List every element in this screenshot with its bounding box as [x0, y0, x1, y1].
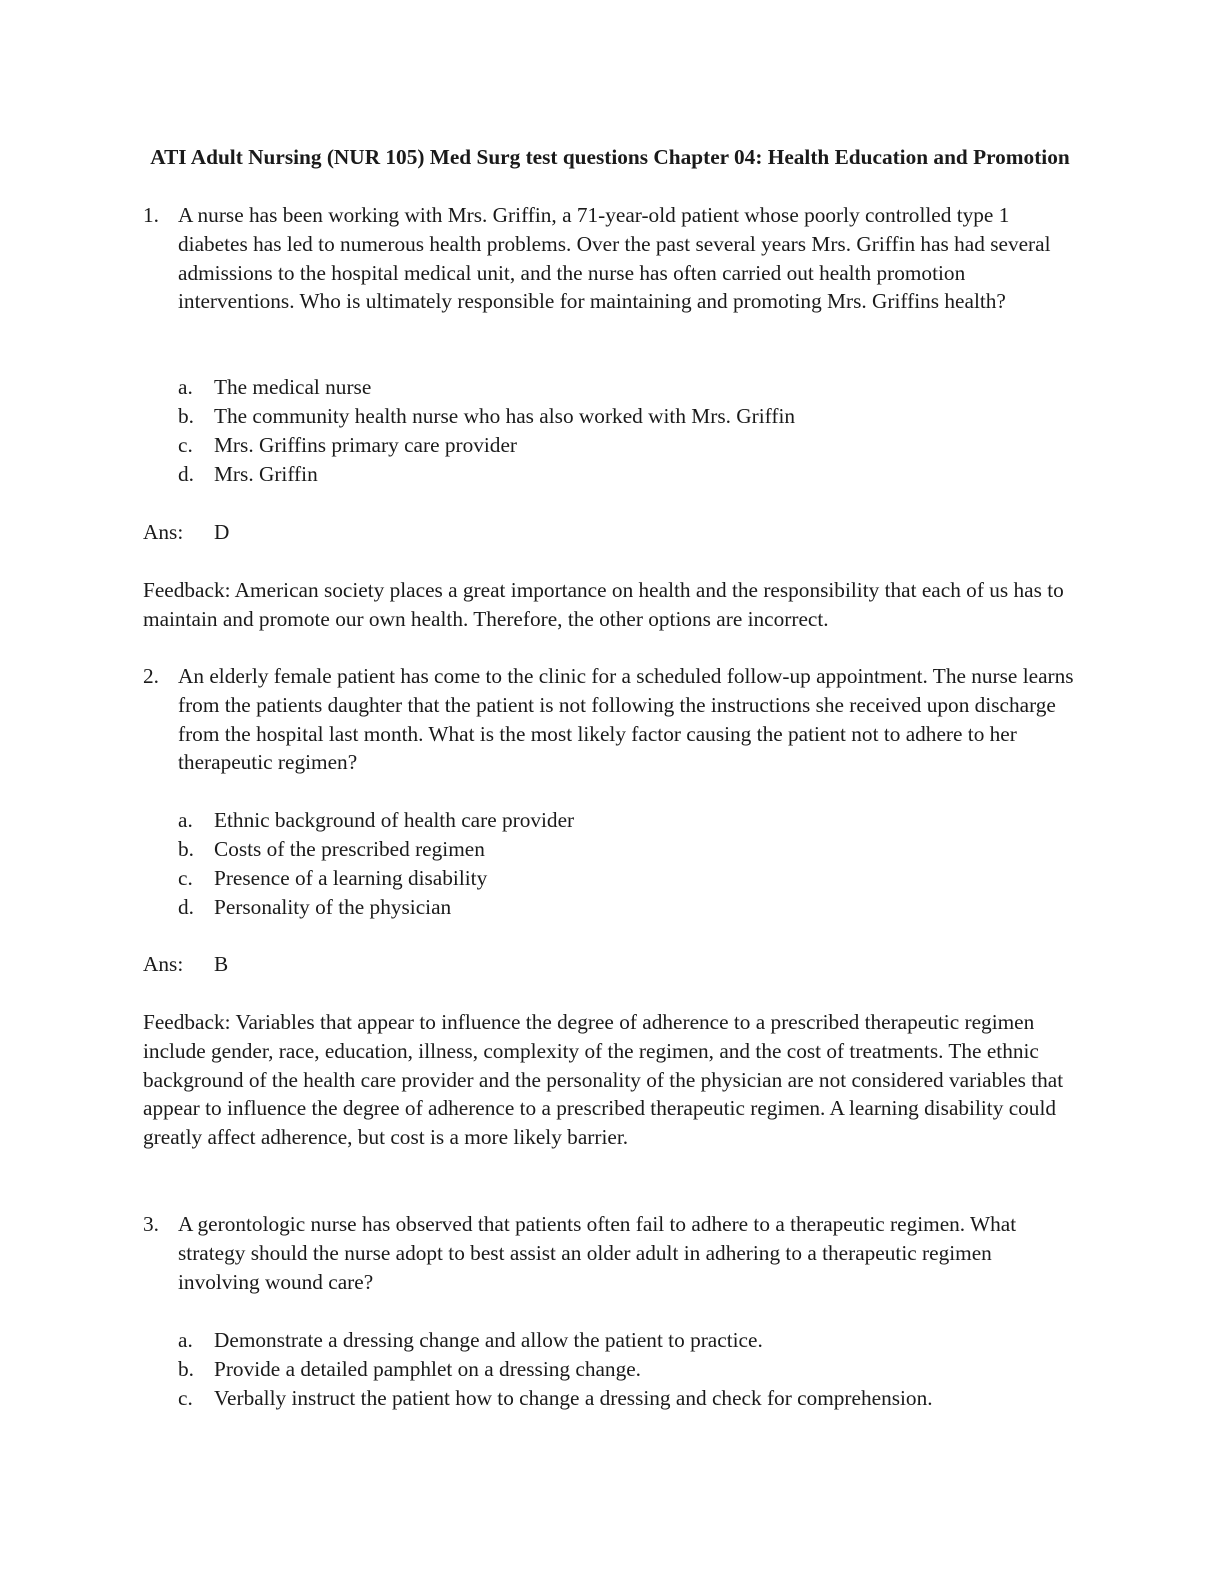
option-letter: a.: [178, 1328, 193, 1352]
option-text: Mrs. Griffins primary care provider: [214, 433, 517, 457]
question-text: An elderly female patient has come to the clinic for a scheduled follow-up appointment. The nurse learns from the patients daughter that the patient is not following the instructions she received upon discharge from the hospital last month. What is the most likely factor causing the patient not to adhere to her therapeutic regimen?: [178, 664, 1074, 775]
question-number: 3.: [143, 1212, 159, 1236]
option-letter: b.: [178, 1357, 194, 1381]
option-letter: b.: [178, 837, 194, 861]
option-letter: a.: [178, 375, 193, 399]
option-text: The community health nurse who has also worked with Mrs. Griffin: [214, 404, 796, 428]
feedback-text: Feedback: Variables that appear to influence the degree of adherence to a prescribed therapeutic regimen include gender, race, education, illness, complexity of the regimen, and the cost of treatments. The ethnic background of the health care provider and the personality of the physician are not considered variables that appear to influence the degree of adherence to a prescribed therapeutic regimen. A learning disability could greatly affect adherence, but cost is a more likely barrier.: [143, 1010, 1064, 1150]
option-text: Personality of the physician: [214, 895, 452, 919]
option-text: Presence of a learning disability: [214, 866, 488, 890]
answer-value: B: [214, 952, 229, 976]
option-text: Verbally instruct the patient how to change a dressing and check for comprehension.: [214, 1386, 933, 1410]
question-text: A gerontologic nurse has observed that patients often fail to adhere to a therapeutic regimen. What strategy should the nurse adopt to best assist an older adult in adhering to a therapeutic regimen involving wound care?: [178, 1212, 1017, 1294]
question-number: 1.: [143, 203, 159, 227]
feedback-text: Feedback: American society places a great importance on health and the responsibility that each of us has to maintain and promote our own health. Therefore, the other options are incorrect.: [143, 578, 1064, 631]
answer-label: Ans:: [143, 952, 184, 976]
question-text: A nurse has been working with Mrs. Griffin, a 71-year-old patient whose poorly controlled type 1 diabetes has led to numerous health problems. Over the past several years Mrs. Griffin has had several admissions to the hospital medical unit, and the nurse has often carried out health promotion interventions. Who is ultimately responsible for maintaining and promoting Mrs. Griffins health?: [178, 203, 1051, 314]
option-text: Mrs. Griffin: [214, 462, 318, 486]
option-letter: b.: [178, 404, 194, 428]
option-letter: a.: [178, 808, 193, 832]
option-letter: d.: [178, 895, 194, 919]
page-title: ATI Adult Nursing (NUR 105) Med Surg test questions Chapter 04: Health Education and Promotion: [150, 145, 1070, 169]
option-text: The medical nurse: [214, 375, 372, 399]
option-text: Provide a detailed pamphlet on a dressing change.: [214, 1357, 641, 1381]
option-text: Demonstrate a dressing change and allow the patient to practice.: [214, 1328, 763, 1352]
option-letter: c.: [178, 1386, 193, 1410]
answer-label: Ans:: [143, 520, 184, 544]
option-letter: c.: [178, 866, 193, 890]
answer-value: D: [214, 520, 230, 544]
option-letter: c.: [178, 433, 193, 457]
option-text: Ethnic background of health care provider: [214, 808, 575, 832]
option-letter: d.: [178, 462, 194, 486]
option-text: Costs of the prescribed regimen: [214, 837, 485, 861]
question-number: 2.: [143, 664, 159, 688]
